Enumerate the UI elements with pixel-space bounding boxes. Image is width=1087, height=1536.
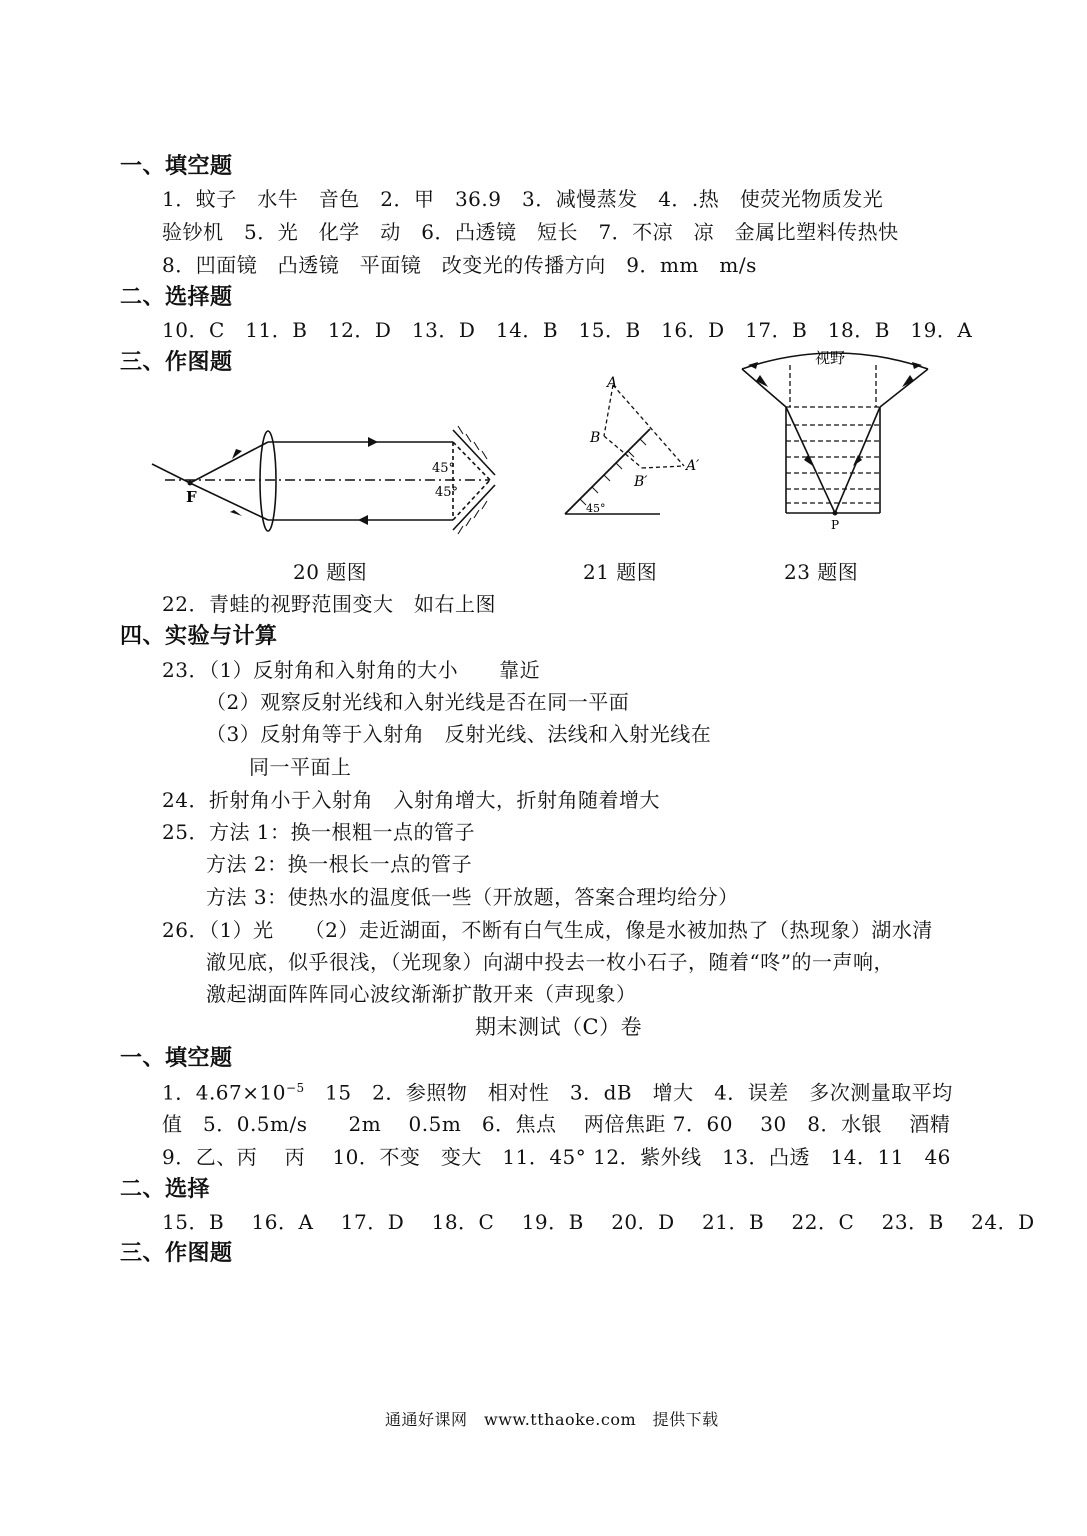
answer-line: 23．（1）反射角和入射角的大小 靠近	[162, 658, 541, 682]
answer-line: 26．（1）光 （2）走近湖面，不断有白气生成，像是水被加热了（热现象）湖水清	[162, 918, 933, 942]
figure-caption: 21 题图	[583, 560, 658, 584]
point-label-b: B	[590, 430, 601, 446]
section-heading-drawing: 三、作图题	[120, 1241, 233, 1266]
answer-line: 方法 3：使热水的温度低一些（开放题，答案合理均给分）	[206, 885, 739, 909]
figure-caption: 23 题图	[784, 560, 859, 584]
answer-line: 8．凹面镜 凸透镜 平面镜 改变光的传播方向 9．mm m/s	[162, 253, 757, 277]
focal-point-label: F	[186, 488, 197, 506]
answer-line: 10．C 11．B 12．D 13．D 14．B 15．B 16．D 17．B 18．B 19．A	[162, 318, 973, 342]
figure-21-plane-mirror-diagram	[560, 370, 720, 520]
point-label-b-image: B′	[634, 474, 648, 490]
answer-line: 9．乙、丙 丙 10．不变 变大 11．45° 12．紫外线 13．凸透 14．11 46	[162, 1145, 951, 1169]
answer-line: 1．$4.67\times 10^{-5}$ 15 2．参照物 相对性 3．dB 增大 4．误差 多次测量取平均	[162, 1080, 953, 1105]
answer-line: 值 5．0.5m/s 2m 0.5m 6．焦点 两倍焦距 7．60 30 8．水银 酒精	[162, 1112, 951, 1136]
section-heading-choice: 二、选择题	[120, 285, 233, 310]
answer-line: 1．蚊子 水牛 音色 2．甲 36.9 3．减慢蒸发 4．.热 使荧光物质发光	[162, 187, 884, 211]
point-label-p: P	[831, 518, 840, 532]
section-heading-fill-blank: 一、填空题	[120, 1046, 233, 1071]
answer-line: 验钞机 5．光 化学 动 6．凸透镜 短长 7．不凉 凉 金属比塑料传热快	[162, 220, 899, 244]
section-heading-experiment: 四、实验与计算	[120, 624, 278, 649]
answer-line: 激起湖面阵阵同心波纹渐渐扩散开来（声现象）	[206, 982, 637, 1006]
exam-title: 期末测试（C）卷	[475, 1015, 643, 1039]
answer-line: 24．折射角小于入射角 入射角增大，折射角随着增大	[162, 788, 660, 812]
figure-20-lens-diagram	[150, 420, 510, 535]
section-heading-fill-blank: 一、填空题	[120, 154, 233, 179]
answer-line: 同一平面上	[249, 755, 352, 779]
answer-line: 方法 2：换一根长一点的管子	[206, 852, 473, 876]
answer-line: 15．B 16．A 17．D 18．C 19．B 20．D 21．B 22．C 23．B 24．D	[162, 1210, 1035, 1234]
section-heading-drawing: 三、作图题	[120, 350, 233, 375]
section-heading-choice: 二、选择	[120, 1177, 211, 1202]
answer-line: 22．青蛙的视野范围变大 如右上图	[162, 592, 496, 616]
point-label-a-image: A′	[686, 458, 700, 474]
view-label: 视野	[815, 349, 846, 367]
angle-label: 45°	[435, 485, 459, 500]
figure-23-frog-view-diagram	[738, 345, 938, 530]
footer-credit: 通通好课网 www.tthaoke.com 提供下载	[385, 1410, 719, 1429]
figure-caption: 20 题图	[293, 560, 368, 584]
angle-label: 45°	[586, 502, 606, 515]
answer-line: 25．方法 1：换一根粗一点的管子	[162, 820, 476, 844]
point-label-a: A	[607, 375, 618, 391]
answer-line: （3）反射角等于入射角 反射光线、法线和入射光线在	[206, 722, 712, 746]
answer-line: 澈见底，似乎很浅，（光现象）向湖中投去一枚小石子，随着“咚”的一声响，	[206, 950, 894, 974]
angle-label: 45°	[432, 461, 456, 476]
answer-line: （2）观察反射光线和入射光线是否在同一平面	[206, 690, 630, 714]
